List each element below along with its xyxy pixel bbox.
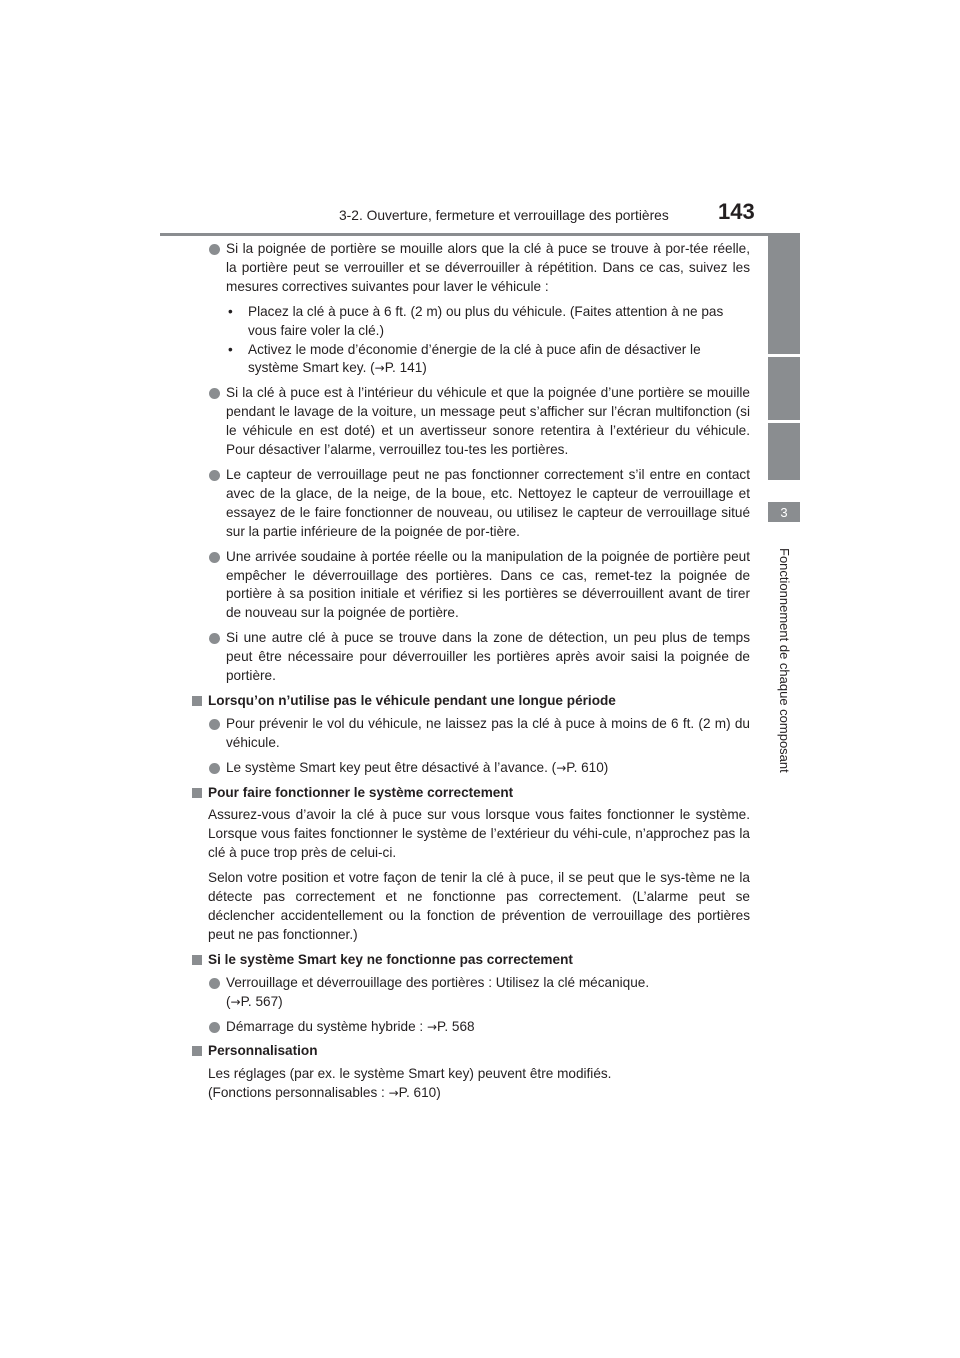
heading-text: Lorsqu’on n’utilise pas le véhicule pendant une longue période xyxy=(208,692,616,708)
sub-bullet-icon: • xyxy=(228,341,233,357)
bullet-text: Pour prévenir le vol du véhicule, ne laissez pas la clé à puce à moins de 6 ft. (2 m) du véhicule. xyxy=(226,715,750,750)
bullet-icon xyxy=(209,470,220,481)
bullet-item xyxy=(208,548,750,624)
bullet-icon xyxy=(209,1022,220,1033)
heading-square-icon xyxy=(192,955,202,965)
side-tab-bar xyxy=(768,236,800,354)
heading-square-icon xyxy=(192,788,202,798)
paragraph-line: Les réglages (par ex. le système Smart key) peuvent être modifiés. xyxy=(208,1066,612,1082)
bullet-item xyxy=(208,384,750,460)
sub-item xyxy=(208,341,750,379)
arrow-icon: → xyxy=(556,760,567,775)
bullet-item xyxy=(208,629,750,686)
arrow-icon: → xyxy=(426,1019,438,1034)
line-text: (Fonctions personnalisables : xyxy=(208,1085,389,1101)
side-tab-bar xyxy=(768,354,800,420)
heading-square-icon xyxy=(192,1046,202,1056)
arrow-icon: → xyxy=(374,361,385,376)
bullet-item xyxy=(208,974,750,1012)
bullet-text: Verrouillage et déverrouillage des portières : Utilisez la clé mécanique. xyxy=(226,974,650,990)
sub-item xyxy=(208,303,750,341)
bullet-text: Le capteur de verrouillage peut ne pas fonctionner correctement s’il entre en contact avec de la glace, de la neige, de la boue, etc. Nettoyez le capteur de verrouillage et essayez de le faire fonctionner de nouveau, ou utilisez le capteur de verrouillage situé sur la partie inférieure de la poignée de por-tière. xyxy=(226,466,750,539)
side-tab-separator xyxy=(768,420,800,423)
bullet-icon xyxy=(209,763,220,774)
bullet-icon xyxy=(209,633,220,644)
sub-text: Placez la clé à puce à 6 ft. (2 m) ou plus du véhicule. (Faites attention à ne pas vous faire voler la clé.) xyxy=(248,303,724,338)
bullet-text: Si la clé à puce est à l’intérieur du véhicule et que la poignée d’une portière se mouille pendant le lavage de la voiture, un message peut s’afficher sur l’écran multifonction (si le véhicule en est doté) et un avertisseur sonore retentira à l’extérieur du véhicule. Pour désactiver l’alarme, verrouillez tou-tes les portières. xyxy=(226,385,750,458)
bullet-icon xyxy=(209,244,220,255)
section-heading xyxy=(190,1042,750,1061)
arrow-icon: → xyxy=(230,994,241,1009)
page-reference[interactable]: P. 610) xyxy=(398,1085,441,1101)
paragraph: Assurez-vous d’avoir la clé à puce sur vous lorsque vous faites fonctionner le système. Lorsque vous faites fonctionner le système de l’extérieur du véhi-cule, n’approchez pas la clé à puce trop près de celui-ci. xyxy=(208,807,750,861)
sub-bullet-icon: • xyxy=(228,303,233,319)
heading-text: Si le système Smart key ne fonctionne pas correctement xyxy=(208,951,573,967)
side-tab-separator xyxy=(768,354,800,357)
header-divider xyxy=(160,233,800,236)
bullet-text: Si une autre clé à puce se trouve dans la zone de détection, un peu plus de temps peut être nécessaire pour déverrouiller les portières après avoir saisi la poignée de portière. xyxy=(226,630,750,684)
bullet-icon xyxy=(209,552,220,563)
sub-text: Activez le mode d’économie d’énergie de la clé à puce afin de désactiver le système Smart key. ( xyxy=(248,341,701,376)
page-content xyxy=(208,240,750,1109)
page-reference[interactable]: P. 568 xyxy=(437,1018,475,1034)
heading-text: Pour faire fonctionner le système correctement xyxy=(208,784,514,800)
side-tab-separator xyxy=(768,480,800,483)
paragraph: Selon votre position et votre façon de tenir la clé à puce, il se peut que le sys-tème ne la détecte pas correctement et ne fonctionne pas correctement. (L’alarme peut se déclencher accidentellement ou la fonction de prévention de verrouillage des portières peut ne pas fonctionner.) xyxy=(208,870,750,942)
page-number: 143 xyxy=(718,199,755,224)
paren-open: ( xyxy=(226,993,231,1009)
chapter-title: Fonctionnement de chaque composant xyxy=(777,548,792,773)
sub-list xyxy=(208,303,750,379)
bullet-text: Démarrage du système hybride : xyxy=(226,1018,427,1034)
bullet-item xyxy=(208,715,750,753)
bullet-item xyxy=(208,240,750,297)
section-heading xyxy=(190,692,750,711)
paragraph-line xyxy=(208,1084,750,1103)
paragraph xyxy=(208,1065,750,1103)
section-heading xyxy=(190,951,750,970)
bullet-item xyxy=(208,759,750,778)
section-title: 3-2. Ouverture, fermeture et verrouillage des portières xyxy=(339,208,669,223)
heading-text: Personnalisation xyxy=(208,1043,318,1059)
heading-square-icon xyxy=(192,696,202,706)
section-heading xyxy=(190,784,750,803)
chapter-number: 3 xyxy=(768,502,800,522)
bullet-text: Si la poignée de portière se mouille alors que la clé à puce se trouve à por-tée réelle, la portière peut se verrouiller et se déverrouiller à répétition. Dans ce cas, suivez les mesures correctives suivantes pour laver le véhicule : xyxy=(226,241,750,294)
bullet-icon xyxy=(209,388,220,399)
page-reference[interactable]: P. 567) xyxy=(240,993,283,1009)
page-reference[interactable]: P. 610) xyxy=(566,759,609,775)
bullet-icon xyxy=(209,978,220,989)
bullet-icon xyxy=(209,719,220,730)
side-tab-bar xyxy=(768,420,800,480)
page-reference[interactable]: P. 141) xyxy=(384,360,427,376)
bullet-text: Une arrivée soudaine à portée réelle ou la manipulation de la poignée de portière peut empêcher le déverrouillage des portières. Dans ce cas, remet-tez la poignée de portière à sa position initiale et vérifiez si les portières se déverrouillent avant de tirer de nouveau sur la poignée de portière. xyxy=(226,548,750,621)
arrow-icon: → xyxy=(388,1086,399,1101)
bullet-item xyxy=(208,1018,750,1037)
bullet-text: Le système Smart key peut être désactivé à l’avance. ( xyxy=(226,759,557,775)
bullet-item xyxy=(208,466,750,542)
